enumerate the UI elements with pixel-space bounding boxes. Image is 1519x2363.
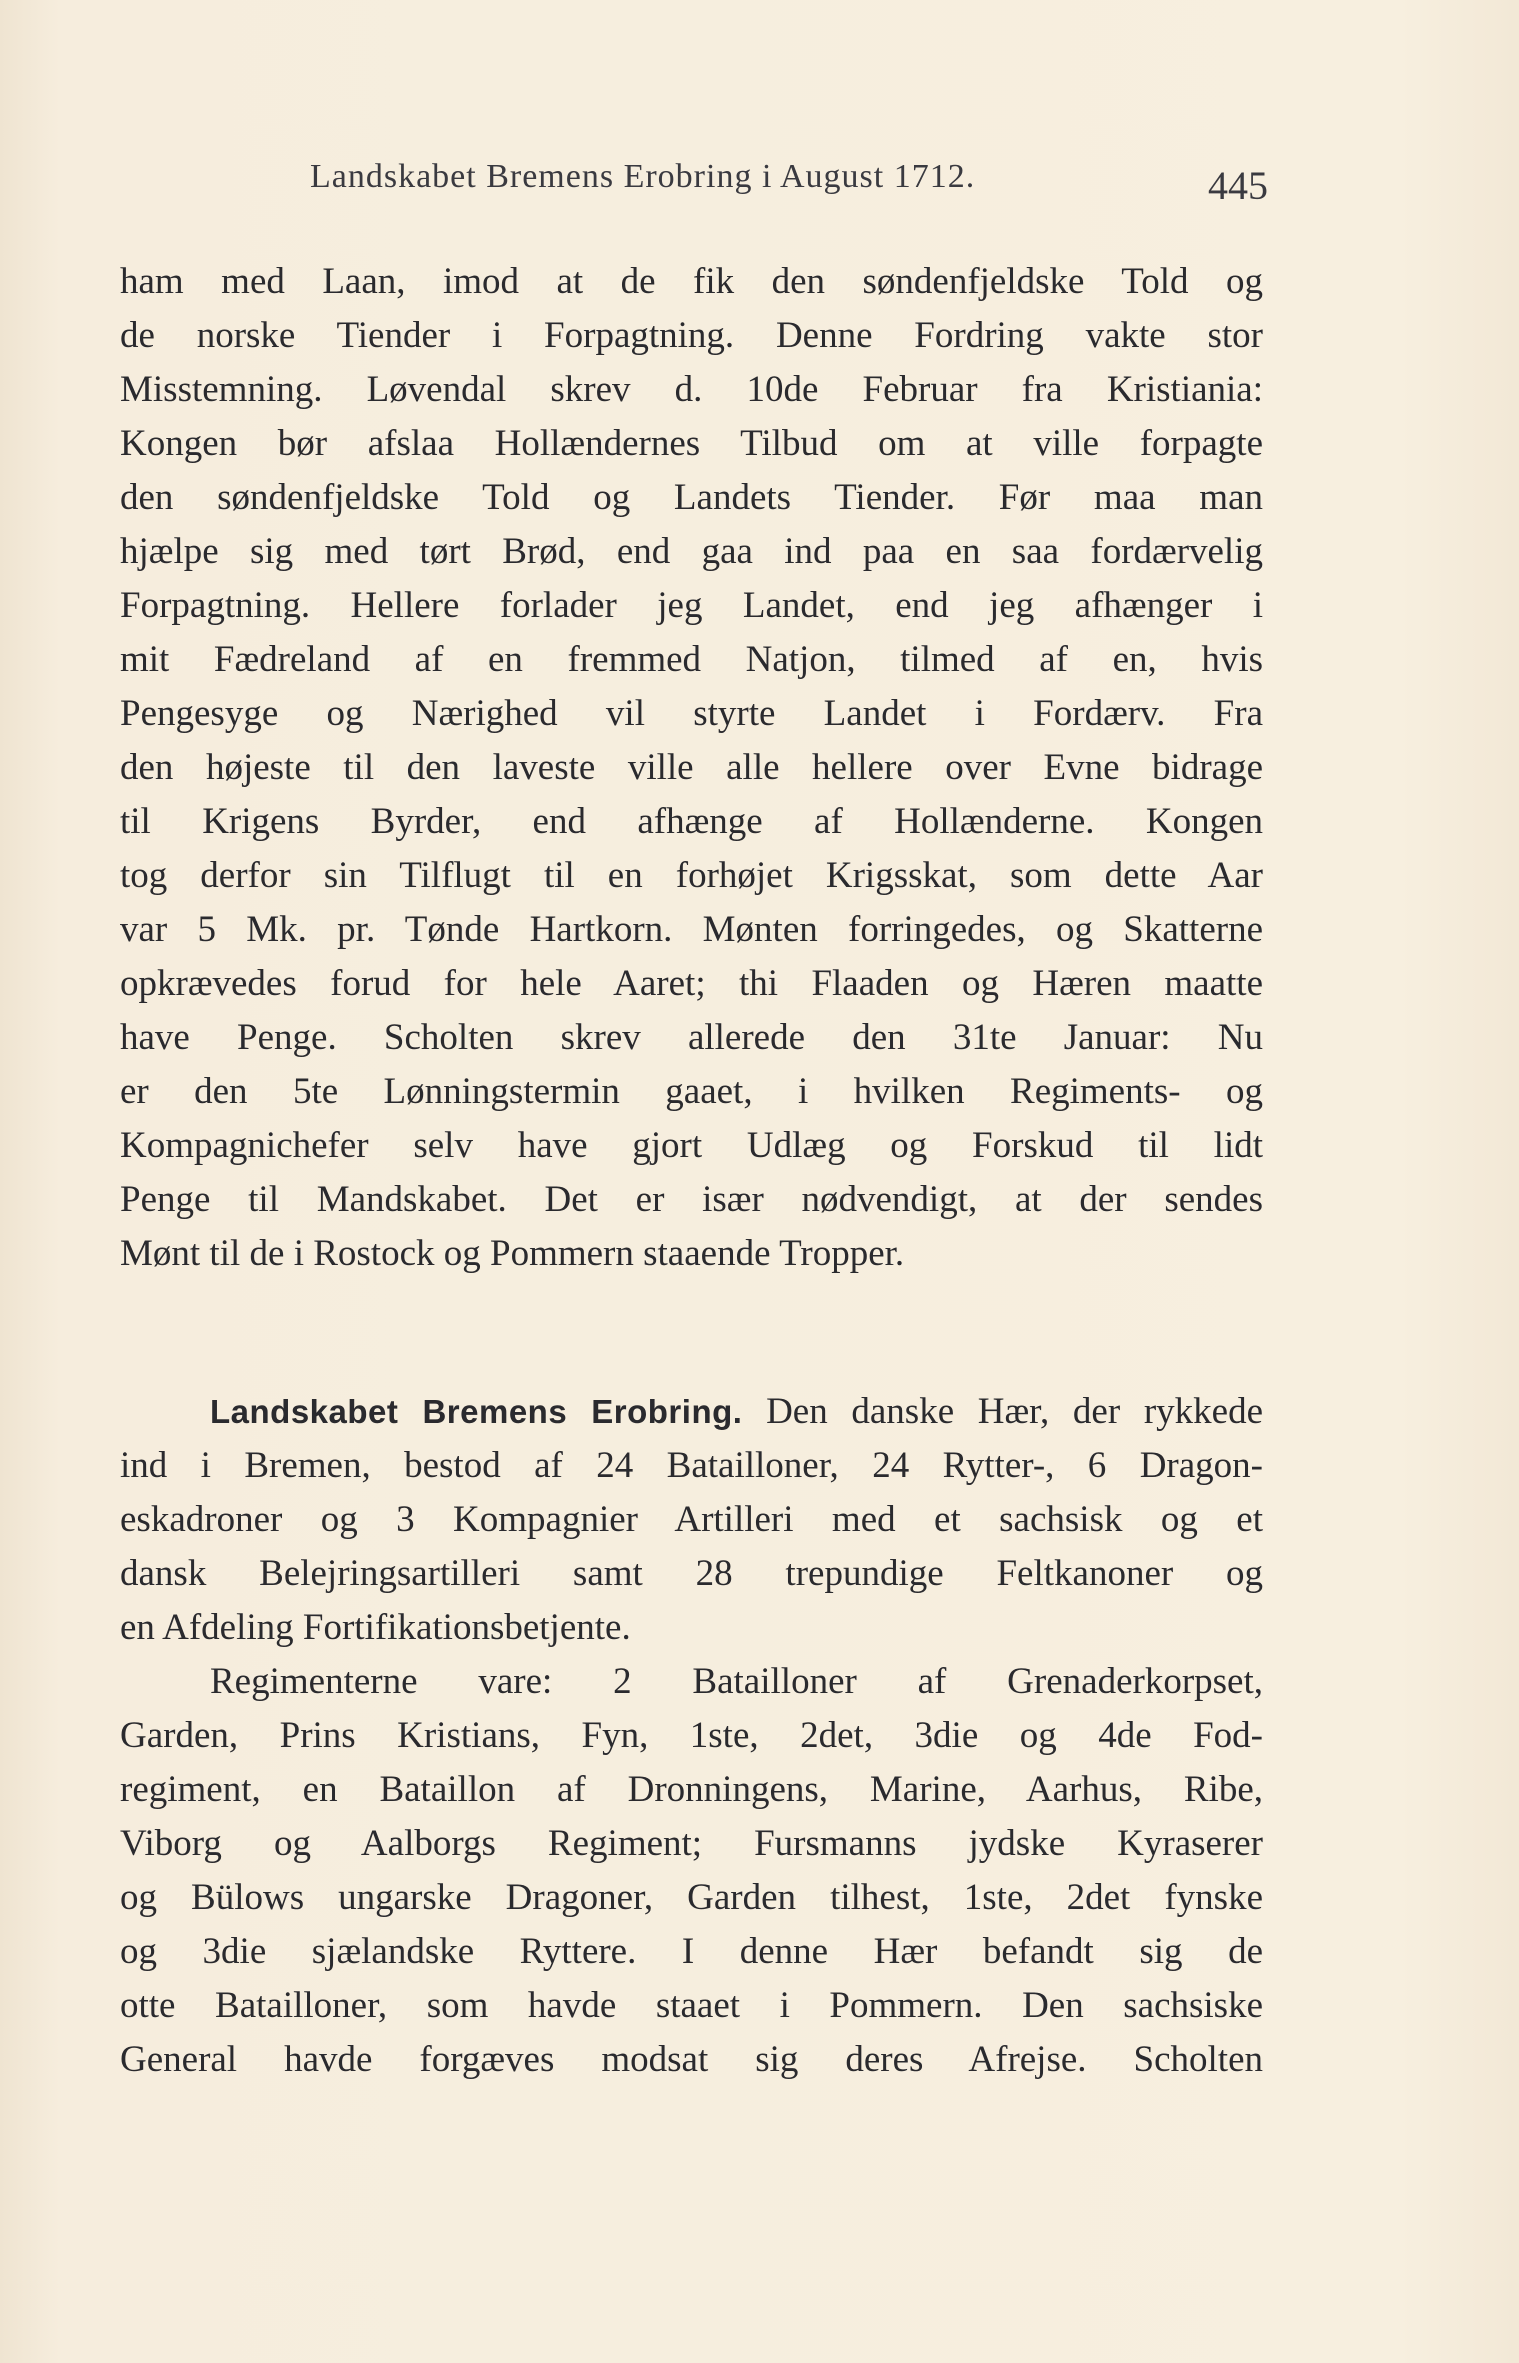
text-line: en Afdeling Fortifikationsbetjente. — [120, 1607, 631, 1648]
text-line: mit Fædreland af en fremmed Natjon, tilmed af en, hvis — [120, 639, 1263, 680]
text-line: den søndenfjeldske Told og Landets Tiender. Før maa man — [120, 477, 1263, 518]
text-line: Pengesyge og Nærighed vil styrte Landet i Fordærv. Fra — [120, 693, 1263, 734]
text-line: var 5 Mk. pr. Tønde Hartkorn. Mønten forringedes, og Skatterne — [120, 909, 1263, 950]
text-line: de norske Tiender i Forpagtning. Denne Fordring vakte stor — [120, 315, 1263, 356]
text-line: og Bülows ungarske Dragoner, Garden tilhest, 1ste, 2det fynske — [120, 1877, 1263, 1918]
heading-line-rest: Den danske Hær, der rykkede — [742, 1391, 1263, 1432]
text-line: og 3die sjælandske Ryttere. I denne Hær befandt sig de — [120, 1931, 1263, 1972]
paragraph-bremen-conquest — [120, 1385, 1263, 1655]
paragraph-loan-proposal — [120, 255, 1263, 1281]
text-line: hjælpe sig med tørt Brød, end gaa ind paa en saa fordærvelig — [120, 531, 1263, 572]
text-line: tog derfor sin Tilflugt til en forhøjet Krigsskat, som dette Aar — [120, 855, 1263, 896]
text-line: otte Batailloner, som havde staaet i Pommern. Den sachsiske — [120, 1985, 1263, 2026]
section-heading: Landskabet Bremens Erobring. — [210, 1393, 743, 1430]
text-line: regiment, en Bataillon af Dronningens, Marine, Aarhus, Ribe, — [120, 1769, 1263, 1810]
text-line: Viborg og Aalborgs Regiment; Fursmanns jydske Kyraserer — [120, 1823, 1263, 1864]
text-line: eskadroner og 3 Kompagnier Artilleri med et sachsisk og et — [120, 1499, 1263, 1540]
text-line: Forpagtning. Hellere forlader jeg Landet, end jeg afhænger i — [120, 585, 1263, 626]
text-line: dansk Belejringsartilleri samt 28 trepundige Feltkanoner og — [120, 1553, 1263, 1594]
text-line: Regimenterne vare: 2 Batailloner af Grenaderkorpset, — [210, 1661, 1263, 1702]
running-title: Landskabet Bremens Erobring i August 1712. — [310, 158, 976, 195]
text-line: Garden, Prins Kristians, Fyn, 1ste, 2det, 3die og 4de Fod- — [120, 1715, 1263, 1756]
text-line: til Krigens Byrder, end afhænge af Hollænderne. Kongen — [120, 801, 1263, 842]
paragraph-regiments — [120, 1655, 1263, 2087]
text-line: den højeste til den laveste ville alle hellere over Evne bidrage — [120, 747, 1263, 788]
text-line: ind i Bremen, bestod af 24 Batailloner, 24 Rytter-, 6 Dragon- — [120, 1445, 1263, 1486]
text-line: Kompagnichefer selv have gjort Udlæg og Forskud til lidt — [120, 1125, 1263, 1166]
text-line: opkrævedes forud for hele Aaret; thi Flaaden og Hæren maatte — [120, 963, 1263, 1004]
heading-line — [120, 1385, 1263, 1439]
text-line: Penge til Mandskabet. Det er især nødvendigt, at der sendes — [120, 1179, 1263, 1220]
text-line: Mønt til de i Rostock og Pommern staaende Tropper. — [120, 1233, 905, 1274]
running-header — [120, 150, 1268, 210]
text-line: er den 5te Lønningstermin gaaet, i hvilken Regiments- og — [120, 1071, 1263, 1112]
text-line: have Penge. Scholten skrev allerede den 31te Januar: Nu — [120, 1017, 1263, 1058]
text-line: Kongen bør afslaa Hollændernes Tilbud om at ville forpagte — [120, 423, 1263, 464]
text-line: ham med Laan, imod at de fik den søndenfjeldske Told og — [120, 261, 1263, 302]
page-number: 445 — [1208, 163, 1268, 208]
text-line: Misstemning. Løvendal skrev d. 10de Februar fra Kristiania: — [120, 369, 1263, 410]
text-line: General havde forgæves modsat sig deres Afrejse. Scholten — [120, 2039, 1263, 2080]
